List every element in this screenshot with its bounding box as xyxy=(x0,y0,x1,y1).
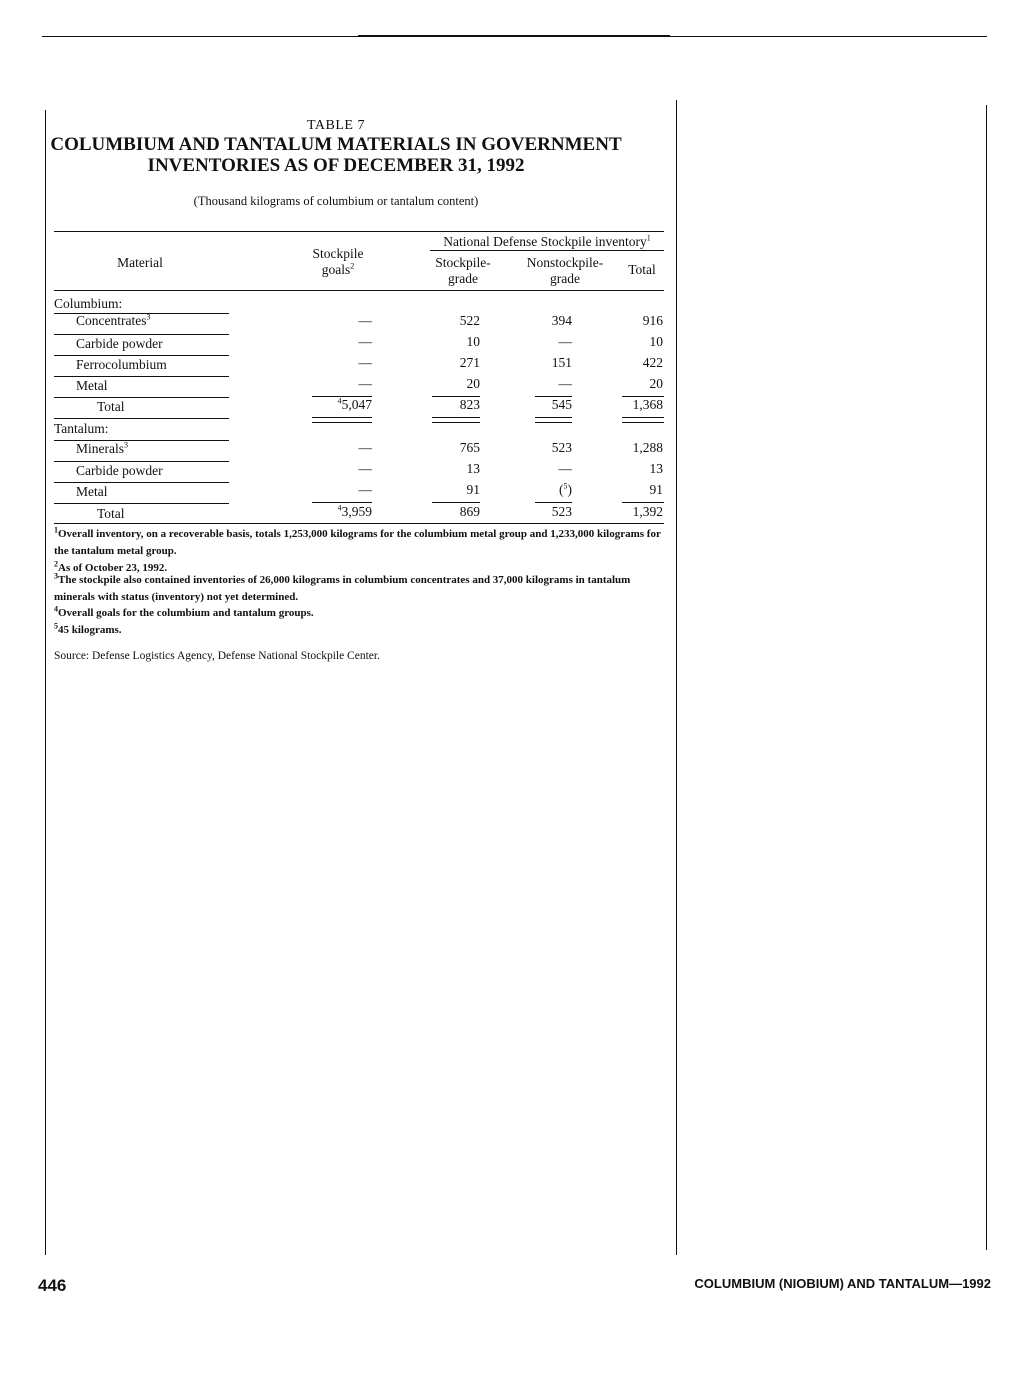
total-cell: 20 xyxy=(649,376,663,391)
table-title-line2: INVENTORIES AS OF DECEMBER 31, 1992 xyxy=(147,155,525,176)
stockpile-grade-cell: 20 xyxy=(466,376,480,391)
total-double-rule xyxy=(432,417,480,423)
footnote-3: $^3$The stockpile also contained inventories of 26,000 kilograms in columbium concentrates and 37,000 kilograms in tantalum minerals with status (inventory) not yet determined. xyxy=(54,571,631,603)
row-divider xyxy=(54,461,229,462)
footnote-1: $^1$Overall inventory, on a recoverable basis, totals 1,253,000 kilograms for the columbium metal group and 1,233,000 kilograms for the tantalum metal group. xyxy=(54,525,661,557)
subtotal-rule xyxy=(312,502,372,503)
table-row-label: Concentrates$^3$ xyxy=(76,312,151,328)
goal-cell: — xyxy=(358,440,372,455)
header-top-rule xyxy=(54,231,664,232)
total-double-rule xyxy=(622,417,664,423)
row-divider xyxy=(54,397,229,398)
total-cell: 1,288 xyxy=(632,440,663,455)
nonstockpile-grade-cell: 523 xyxy=(551,440,572,455)
nonstockpile-grade-cell: 151 xyxy=(551,355,572,370)
stockpile-grade-cell: 271 xyxy=(459,355,480,370)
running-title: COLUMBIUM (NIOBIUM) AND TANTALUM—1992 xyxy=(694,1276,991,1291)
total-cell: 10 xyxy=(649,334,663,349)
nonstockpile-grade-cell: — xyxy=(558,461,572,476)
nonstockpile-grade-cell: 394 xyxy=(551,313,572,328)
total-header: Total xyxy=(628,262,656,277)
table-title xyxy=(46,134,626,176)
source-note: Source: Defense Logistics Agency, Defense National Stockpile Center. xyxy=(54,650,380,662)
row-divider xyxy=(54,376,229,377)
subtotal-rule xyxy=(432,502,480,503)
tantalum-heading: Tantalum: xyxy=(54,421,109,436)
total-cell: 916 xyxy=(642,313,663,328)
nds-inventory-header: National Defense Stockpile inventory$^1$ xyxy=(443,233,651,249)
total-double-rule xyxy=(312,417,372,423)
footnote-4: $^4$Overall goals for the columbium and tantalum groups. xyxy=(54,604,314,619)
stockpile-grade-cell: 522 xyxy=(459,313,480,328)
stockpile-grade-cell: 13 xyxy=(466,461,480,476)
table-subtitle: (Thousand kilograms of columbium or tantalum content) xyxy=(193,194,479,208)
row-divider xyxy=(54,334,229,335)
stockpile-grade-cell: 91 xyxy=(466,482,480,497)
top-rule-thick xyxy=(358,35,670,37)
row-divider xyxy=(54,418,229,419)
total-goal-cell: $^4$3,959 xyxy=(337,503,372,519)
total-cell: 91 xyxy=(649,482,663,497)
nonstockpile-grade-cell: — xyxy=(558,334,572,349)
nonstockpile-grade-cell xyxy=(515,482,572,498)
center-column-rule xyxy=(676,100,677,1255)
table-title-line1: COLUMBIUM AND TANTALUM MATERIALS IN GOVERNMENT xyxy=(50,134,622,155)
group-rule xyxy=(430,250,664,251)
page-number: 446 xyxy=(38,1276,67,1295)
nonstockpile-grade-header: Nonstockpile- grade xyxy=(526,255,604,286)
stockpile-goals-header: Stockpile goals$^2$ xyxy=(312,246,364,277)
table-row-label: Carbide powder xyxy=(76,336,163,351)
table-bottom-rule xyxy=(54,523,664,524)
table-label: TABLE 7 xyxy=(307,118,365,133)
total-row-label: Total xyxy=(97,506,125,521)
goal-cell: — xyxy=(358,334,372,349)
total-nonstockpile-grade-cell: 545 xyxy=(551,397,572,412)
subtotal-rule xyxy=(535,502,572,503)
row-divider xyxy=(54,355,229,356)
row-divider xyxy=(54,503,229,504)
subtotal-rule xyxy=(622,502,664,503)
total-row-label: Total xyxy=(97,399,125,414)
total-nonstockpile-grade-cell: 523 xyxy=(551,504,572,519)
grand-total-cell: 1,392 xyxy=(632,504,663,519)
goal-cell: — xyxy=(358,461,372,476)
material-header: Material xyxy=(117,255,163,270)
table-row-label: Minerals$^3$ xyxy=(76,440,128,456)
total-cell: 13 xyxy=(649,461,663,476)
footnote-2: $^2$As of October 23, 1992. xyxy=(54,559,168,574)
total-goal-cell: $^4$5,047 xyxy=(337,396,372,412)
columbium-heading: Columbium: xyxy=(54,296,123,311)
goal-cell: — xyxy=(358,355,372,370)
total-double-rule xyxy=(535,417,572,423)
total-cell: 422 xyxy=(642,355,663,370)
total-stockpile-grade-cell: 823 xyxy=(459,397,480,412)
goal-cell: — xyxy=(358,313,372,328)
nonstockpile-grade-cell: — xyxy=(558,376,572,391)
grand-total-cell: 1,368 xyxy=(632,397,663,412)
table-row-label: Ferrocolumbium xyxy=(76,357,167,372)
stockpile-grade-cell: 765 xyxy=(459,440,480,455)
left-column-rule xyxy=(45,110,46,1255)
total-stockpile-grade-cell: 869 xyxy=(459,504,480,519)
stockpile-grade-header: Stockpile- grade xyxy=(435,255,491,286)
table-row-label: Metal xyxy=(76,378,108,393)
footnote-ref: ($^5$) xyxy=(559,481,572,497)
right-column-rule xyxy=(986,105,987,1250)
goal-cell: — xyxy=(358,482,372,497)
stockpile-grade-cell: 10 xyxy=(466,334,480,349)
goal-cell: — xyxy=(358,376,372,391)
table-row-label: Carbide powder xyxy=(76,463,163,478)
table-row-label: Metal xyxy=(76,484,108,499)
row-divider xyxy=(54,482,229,483)
header-bottom-rule xyxy=(54,290,664,291)
footnote-5: $^5$45 kilograms. xyxy=(54,621,122,636)
